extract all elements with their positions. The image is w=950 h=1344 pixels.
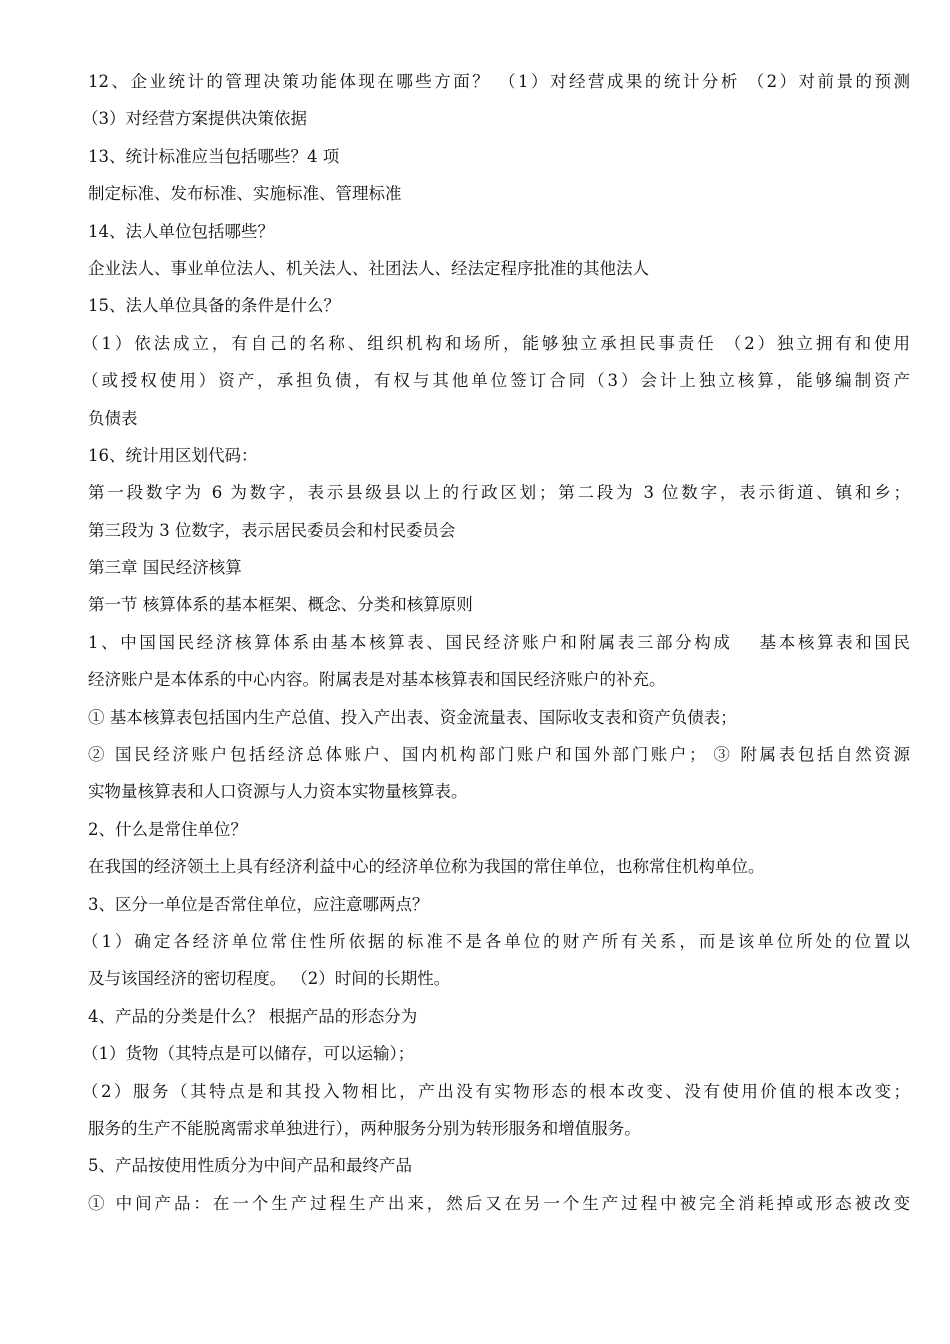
- text-line-q3: 3、区分一单位是否常住单位，应注意哪两点？: [88, 894, 429, 914]
- document-page: [82, 63, 910, 1222]
- text-line-q2-answer: 在我国的经济领土上具有经济利益中心的经济单位称为我国的常住单位，也称常住机构单位。: [88, 857, 765, 877]
- text-line-q15: 15、法人单位具备的条件是什么？: [88, 296, 340, 316]
- text-line-q15-answer-2: （或授权使用）资产，承担负债，有权与其他单位签订合同（3）会计上独立核算，能够编制资产: [82, 371, 910, 391]
- text-line-q15-answer-1: （1）依法成立，有自己的名称、组织机构和场所，能够独立承担民事责任 （2）独立拥有和使用: [82, 333, 910, 353]
- text-line-p1-item1: ① 基本核算表包括国内生产总值、投入产出表、资金流量表、国际收支表和资产负债表；: [88, 707, 737, 727]
- chapter-heading: 第三章 国民经济核算: [88, 558, 242, 578]
- text-line-p1-item2: ② 国民经济账户包括经济总体账户、国内机构部门账户和国外部门账户； ③ 附属表包括自然资源: [88, 745, 910, 765]
- text-line-q15-answer-3: 负债表: [88, 408, 138, 428]
- text-line-q3-answer-2: 及与该国经济的密切程度。 （2）时间的长期性。: [88, 969, 451, 989]
- text-line-q12: 12、企业统计的管理决策功能体现在哪些方面？ （1）对经营成果的统计分析 （2）对前景的预测: [88, 72, 910, 91]
- text-line-q5-answer: ① 中间产品：在一个生产过程生产出来，然后又在另一个生产过程中被完全消耗掉或形态被改变: [88, 1193, 910, 1213]
- text-line-q4-answer-1: （1）货物（其特点是可以储存，可以运输）；: [82, 1044, 415, 1064]
- text-line-q14: 14、法人单位包括哪些？: [88, 221, 274, 241]
- text-line-q16: 16、统计用区划代码：: [88, 445, 258, 465]
- text-line-q14-answer: 企业法人、事业单位法人、机关法人、社团法人、经法定程序批准的其他法人: [88, 258, 649, 278]
- text-line-p1: 1、中国国民经济核算体系由基本核算表、国民经济账户和附属表三部分构成 基本核算表和国民: [88, 632, 910, 652]
- text-line-q13-answer: 制定标准、发布标准、实施标准、管理标准: [88, 184, 402, 204]
- text-line-q4-answer-3: 服务的生产不能脱离需求单独进行），两种服务分别为转形服务和增值服务。: [88, 1118, 641, 1138]
- section-heading: 第一节 核算体系的基本框架、概念、分类和核算原则: [88, 595, 473, 615]
- text-line-q13: 13、统计标准应当包括哪些？4 项: [88, 146, 340, 166]
- text-line-q5: 5、产品按使用性质分为中间产品和最终产品: [88, 1156, 412, 1176]
- text-line-p1-cont: 经济账户是本体系的中心内容。附属表是对基本核算表和国民经济账户的补充。: [88, 670, 666, 690]
- text-line-p1-item3: 实物量核算表和人口资源与人力资本实物量核算表。: [88, 782, 468, 802]
- text-line-q12-cont: （3）对经营方案提供决策依据: [82, 109, 307, 129]
- text-line-q16-answer-1: 第一段数字为 6 为数字，表示县级县以上的行政区划；第二段为 3 位数字，表示街道、镇和乡；: [88, 483, 910, 503]
- text-line-q4: 4、产品的分类是什么？ 根据产品的形态分为: [88, 1006, 418, 1026]
- text-line-q3-answer-1: （1）确定各经济单位常住性所依据的标准不是各单位的财产所有关系，而是该单位所处的位置以: [82, 931, 910, 951]
- text-line-q16-answer-2: 第三段为 3 位数字，表示居民委员会和村民委员会: [88, 520, 456, 540]
- text-line-q4-answer-2: （2）服务（其特点是和其投入物相比，产出没有实物形态的根本改变、没有使用价值的根本改变；: [82, 1081, 910, 1101]
- text-line-q2: 2、什么是常住单位？: [88, 819, 247, 839]
